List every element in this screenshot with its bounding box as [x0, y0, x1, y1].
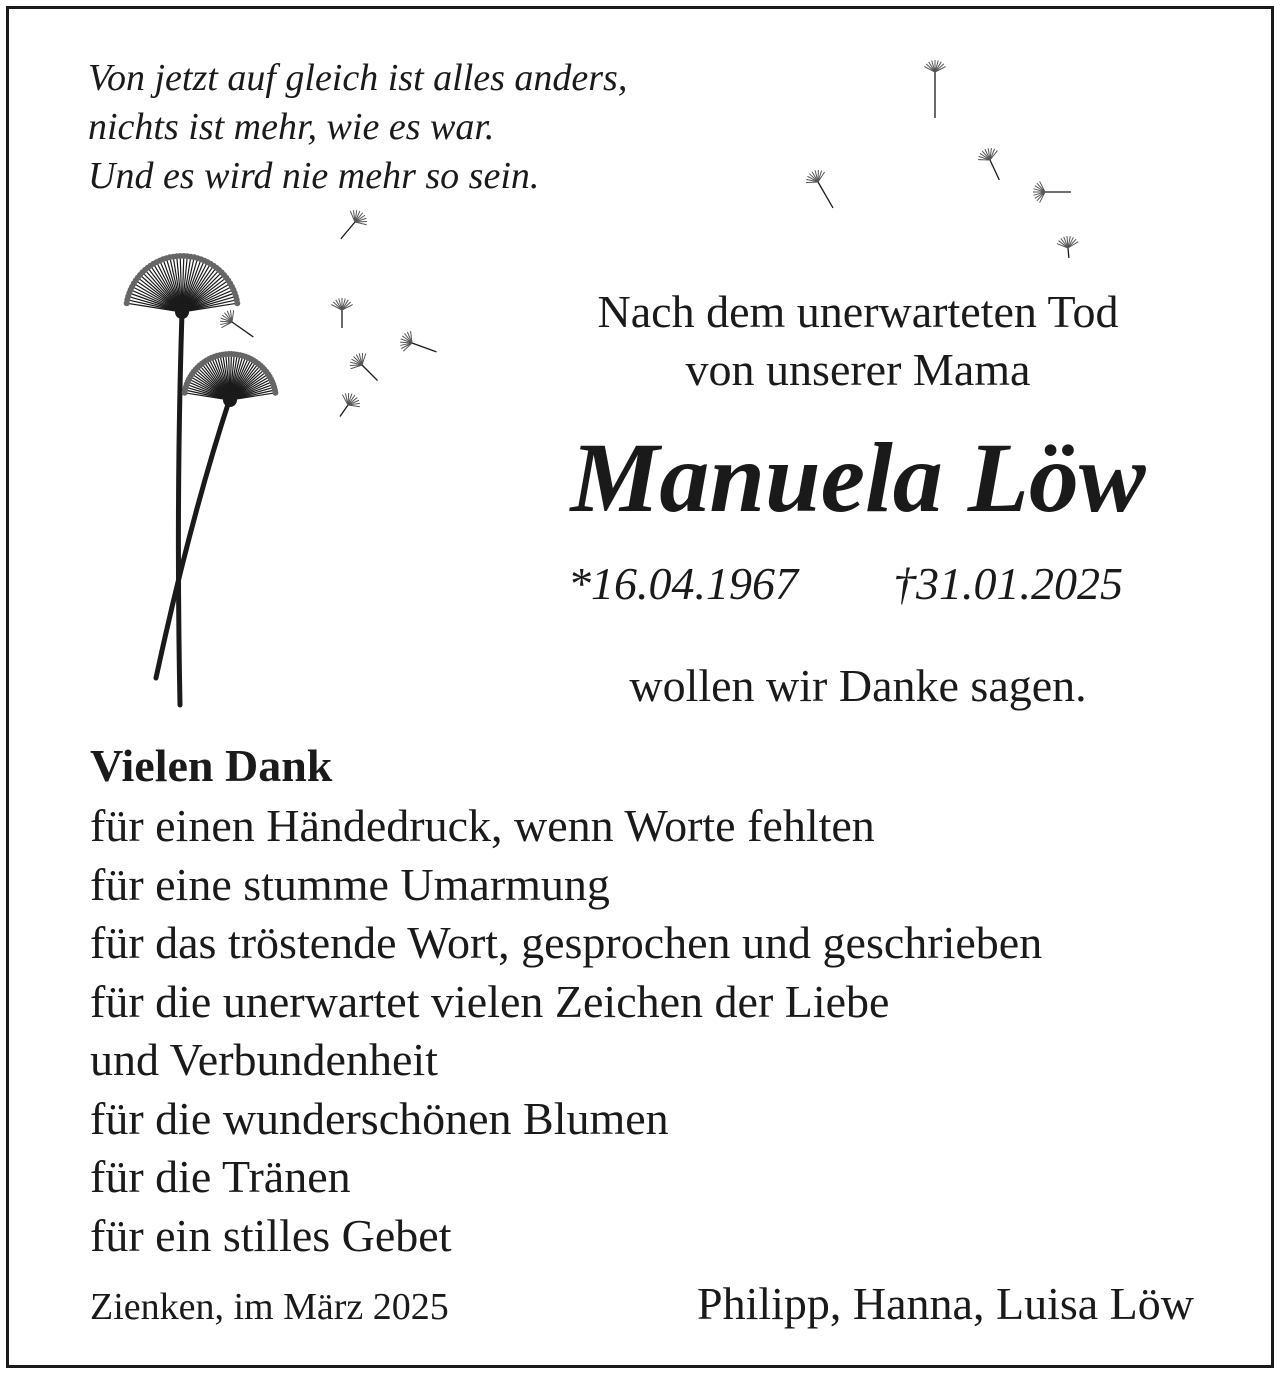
place-date: Zienken, im März 2025 — [90, 1286, 449, 1328]
deceased-name: Manuela Löw — [570, 422, 1146, 533]
thanks-item: und Verbundenheit — [90, 1034, 438, 1085]
death-date: †31.01.2025 — [893, 558, 1123, 609]
thanks-item: für die Tränen — [90, 1151, 351, 1202]
intro-line-2: von unserer Mama — [685, 344, 1031, 395]
thanks-item: für ein stilles Gebet — [90, 1209, 452, 1261]
thanks-item: für das tröstende Wort, gesprochen und geschrieben — [90, 917, 1043, 968]
poem-line: nichts ist mehr, wie es war. — [88, 106, 495, 148]
thanks-item: für einen Händedruck, wenn Worte fehlten — [90, 800, 875, 851]
poem-line: Und es wird nie mehr so sein. — [88, 155, 540, 197]
opening-poem — [88, 54, 627, 201]
birth-date: *16.04.1967 — [568, 558, 798, 609]
poem-line: Von jetzt auf gleich ist alles anders, — [88, 57, 628, 99]
signatories: Philipp, Hanna, Luisa Löw — [697, 1278, 1194, 1329]
thanks-heading: Vielen Dank — [90, 740, 333, 791]
thanks-item: für die wunderschönen Blumen — [90, 1092, 669, 1144]
thanks-intro: wollen wir Danke sagen. — [629, 660, 1087, 711]
intro-line-1: Nach dem unerwarteten Tod — [597, 286, 1119, 337]
thanks-item: für eine stumme Umarmung — [90, 858, 610, 910]
thanks-list — [90, 797, 1042, 1265]
thanks-item: für die unerwartet vielen Zeichen der Liebe — [90, 975, 890, 1027]
